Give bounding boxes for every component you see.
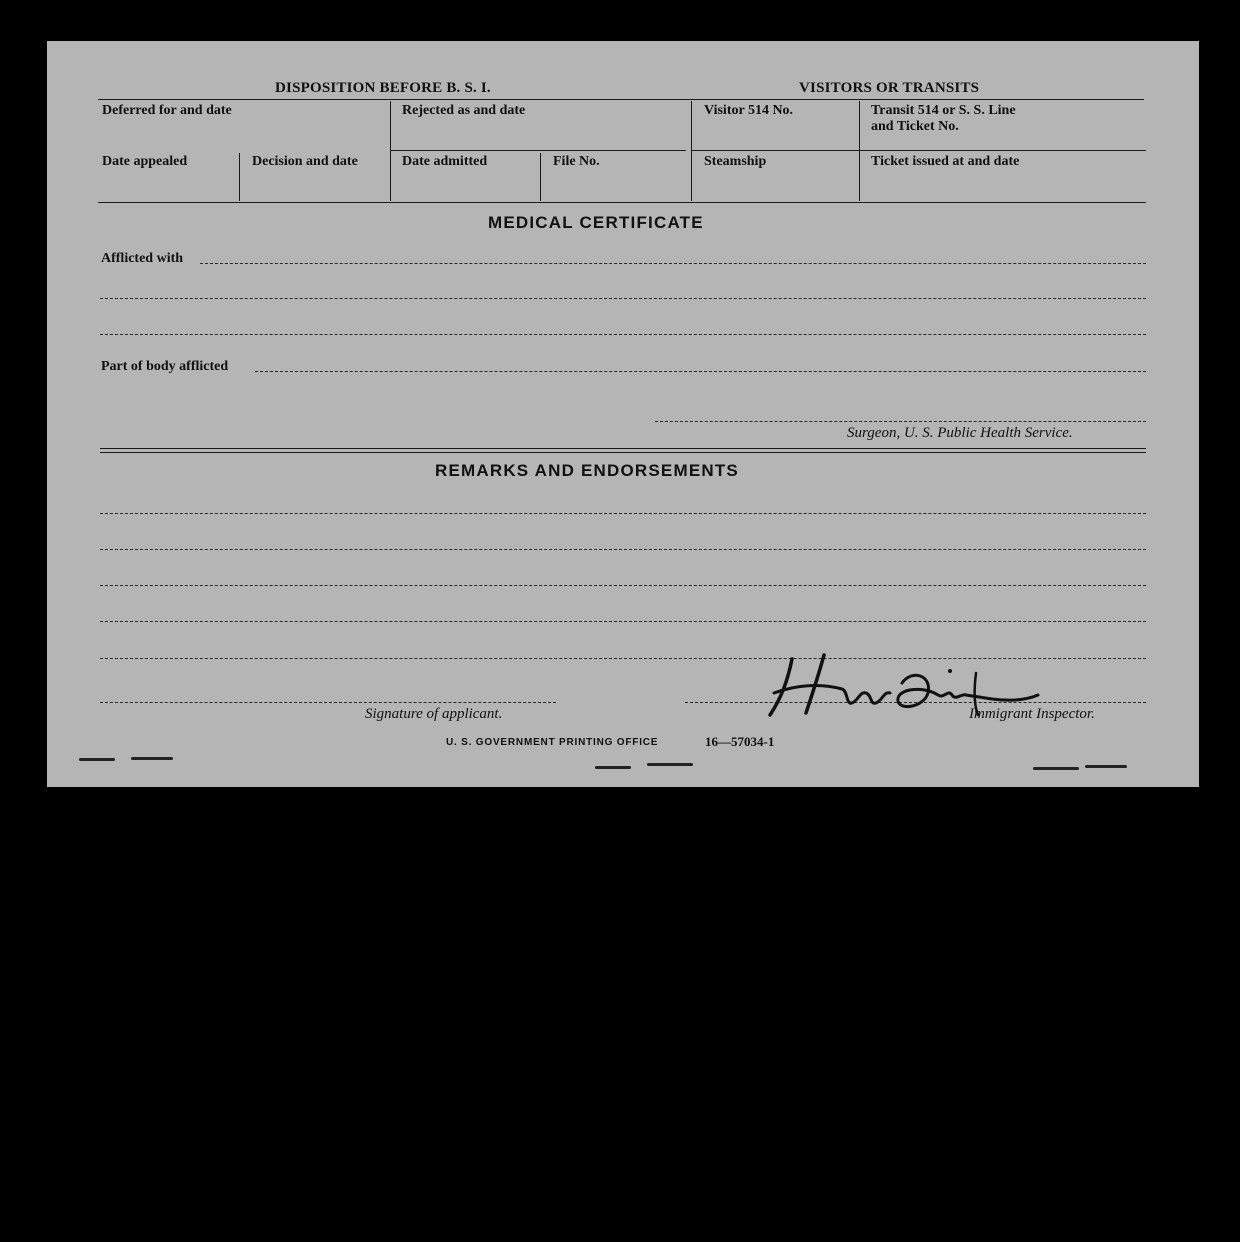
decision-label: Decision and date [252,154,358,169]
date-admitted-label: Date admitted [402,154,488,169]
vline-5 [540,153,541,201]
form-card [47,41,1199,787]
vline-1 [390,101,391,201]
row-divider-right [692,150,1146,151]
signature-label: Signature of applicant. [365,706,503,722]
vline-3 [859,101,860,201]
afflicted-line-2 [100,298,1146,299]
part-of-body-label: Part of body afflicted [101,359,229,374]
edge-mark-4 [647,763,693,766]
form-number: 16—57034-1 [705,734,775,749]
transit-label-line2: and Ticket No. [871,119,959,134]
inspector-label: Immigrant Inspector. [969,706,1095,722]
applicant-signature-line [100,702,556,703]
edge-mark-5 [1033,767,1079,770]
top-rule [98,99,1144,100]
row-divider-left [390,150,686,151]
remarks-line-2 [100,549,1146,550]
remarks-line-1 [100,513,1146,514]
rejected-label: Rejected as and date [402,103,526,118]
part-of-body-line [255,371,1146,372]
visitor-label: Visitor 514 No. [704,103,794,118]
deferred-label: Deferred for and date [102,103,232,118]
afflicted-line [200,263,1146,264]
inspector-handwritten-signature [762,649,1042,729]
date-appealed-label: Date appealed [102,154,188,169]
remarks-line-3 [100,585,1146,586]
afflicted-line-3 [100,334,1146,335]
steamship-label: Steamship [704,154,767,169]
disposition-title: DISPOSITION BEFORE B. S. I. [275,80,491,96]
surgeon-label: Surgeon, U. S. Public Health Service. [847,425,1073,441]
double-rule [100,448,1146,453]
surgeon-signature-line [655,421,1146,422]
edge-mark-2 [131,757,173,760]
visitors-title: VISITORS OR TRANSITS [799,80,980,96]
printer-label: U. S. GOVERNMENT PRINTING OFFICE [446,737,659,748]
afflicted-label: Afflicted with [101,251,184,266]
remarks-title: REMARKS AND ENDORSEMENTS [435,461,739,480]
table-bottom-rule [98,202,1146,203]
ticket-issued-label: Ticket issued at and date [871,154,1020,169]
transit-label-line1: Transit 514 or S. S. Line [871,103,1016,118]
edge-mark-1 [79,758,115,761]
edge-mark-3 [595,766,631,769]
edge-mark-6 [1085,765,1127,768]
remarks-line-4 [100,621,1146,622]
file-no-label: File No. [553,154,600,169]
vline-2 [691,101,692,201]
medical-title: MEDICAL CERTIFICATE [488,213,704,232]
vline-4 [239,153,240,201]
